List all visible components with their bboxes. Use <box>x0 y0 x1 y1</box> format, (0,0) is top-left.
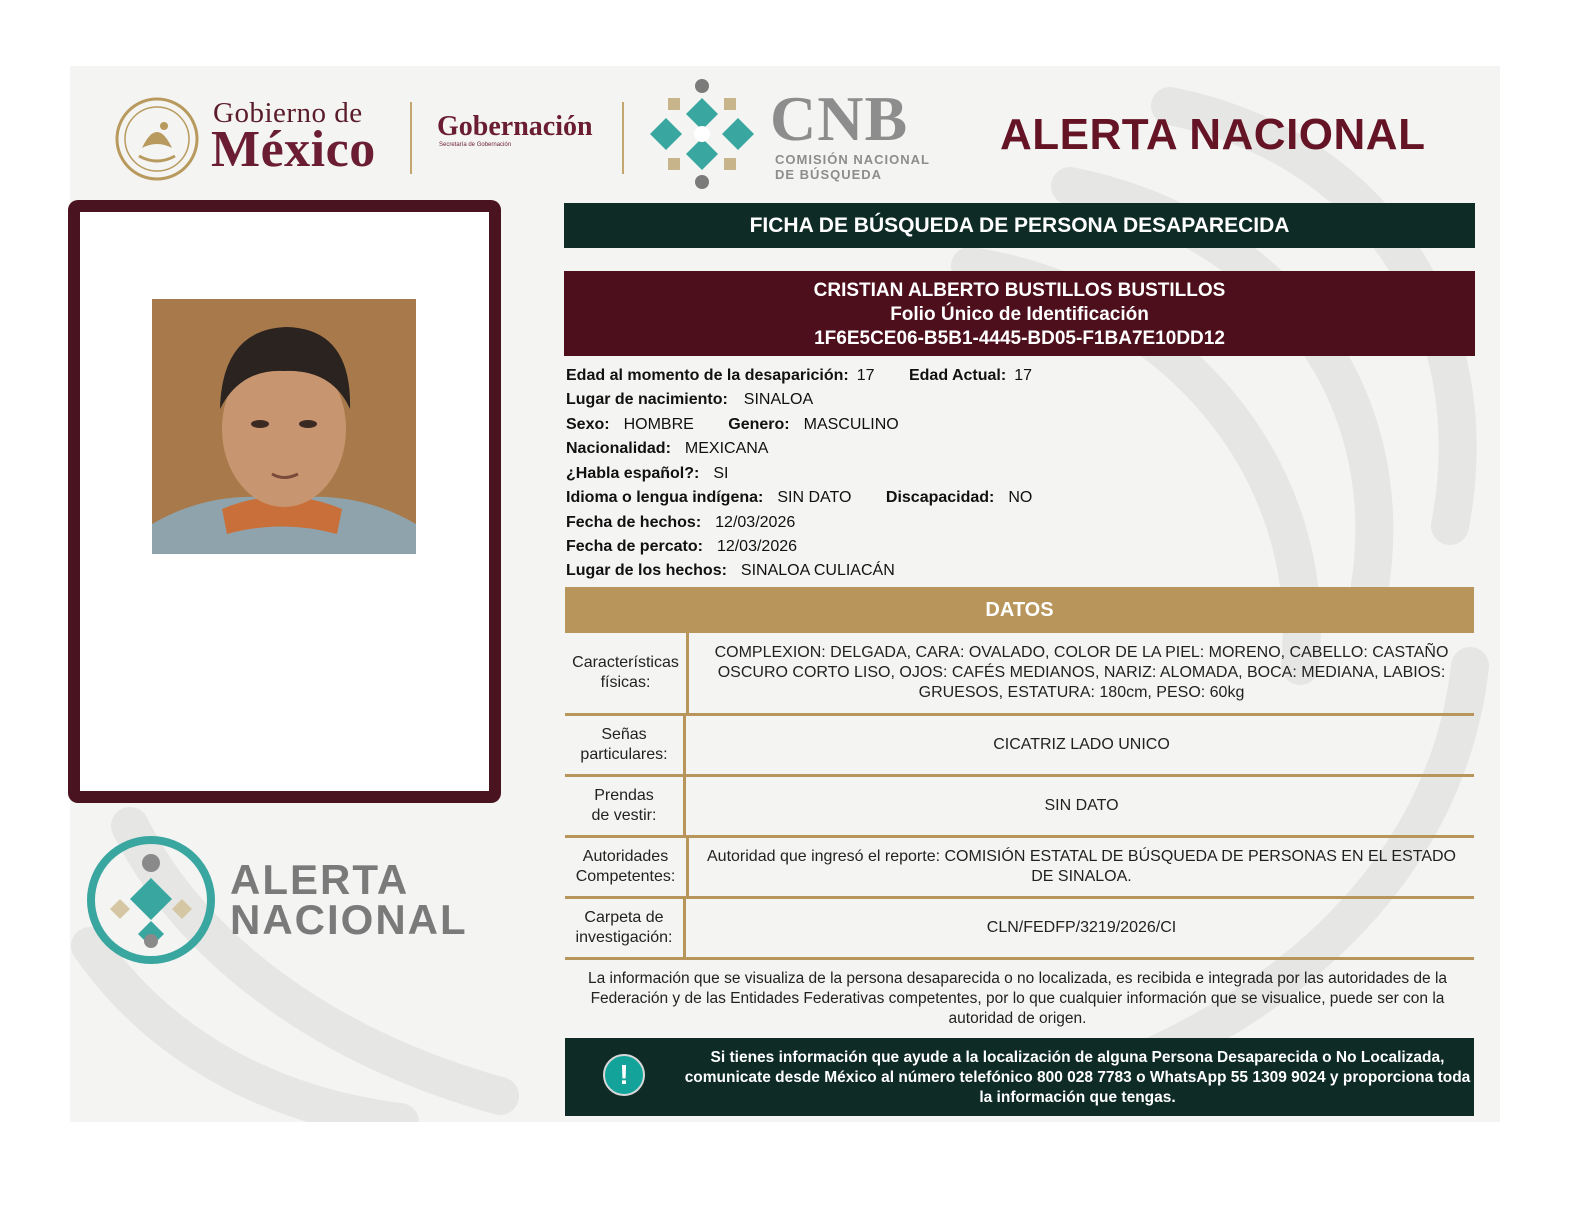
exclamation-icon: ! <box>603 1054 645 1096</box>
info-row-sexo <box>566 416 899 434</box>
mexico-seal-icon <box>114 96 200 182</box>
lugar-hechos-label: Lugar de los hechos: <box>566 562 727 579</box>
sexo-value: HOMBRE <box>623 416 694 433</box>
edad-desaparicion-label: Edad al momento de la desaparición: <box>566 367 849 384</box>
datos-row-value: CLN/FEDFP/3219/2026/CI <box>986 919 1177 936</box>
info-row-habla <box>566 465 728 483</box>
nacionalidad-label: Nacionalidad: <box>566 440 671 457</box>
ficha-title-bar: FICHA DE BÚSQUEDA DE PERSONA DESAPARECIDA <box>564 203 1475 248</box>
datos-row <box>565 899 1474 960</box>
datos-row <box>565 777 1474 838</box>
person-name: CRISTIAN ALBERTO BUSTILLOS BUSTILLOS <box>813 280 1226 301</box>
cnb-subtitle-line1: COMISIÓN NACIONAL <box>775 152 930 167</box>
alerta-nacional-wordmark <box>230 856 468 943</box>
datos-row-label: Carpeta de investigación: <box>565 899 686 957</box>
info-row-fecha-hechos <box>566 514 795 532</box>
datos-row-label: Autoridades Competentes: <box>565 838 689 896</box>
idioma-label: Idioma o lengua indígena: <box>566 489 764 506</box>
header-separator <box>410 102 412 174</box>
gobierno-de-text: Gobierno de <box>213 97 363 129</box>
datos-row <box>565 633 1474 716</box>
genero-label: Genero: <box>728 416 790 433</box>
datos-row-label: Señas particulares: <box>565 716 686 774</box>
datos-row-value: CICATRIZ LADO UNICO <box>993 736 1170 753</box>
datos-row-value: Autoridad que ingresó el reporte: COMISIÓN ESTATAL DE BÚSQUEDA DE PERSONAS EN EL ESTADO DE SINALOA. <box>707 848 1456 885</box>
info-row-nacionalidad <box>566 440 768 458</box>
datos-header: DATOS <box>565 587 1474 633</box>
person-name-box <box>564 271 1475 356</box>
alerta-wordmark-line2: NACIONAL <box>230 896 468 943</box>
alerta-nacional-title: ALERTA NACIONAL <box>1000 110 1426 159</box>
folio-number: 1F6E5CE06-B5B1-4445-BD05-F1BA7E10DD12 <box>814 328 1225 349</box>
discapacidad-label: Discapacidad: <box>885 489 995 506</box>
cnb-wordmark: CNB <box>770 83 909 154</box>
nacionalidad-value: MEXICANA <box>684 440 769 457</box>
lugar-nacimiento-label: Lugar de nacimiento: <box>566 391 728 408</box>
cnb-subtitle <box>775 152 930 182</box>
datos-row-value: SIN DATO <box>1044 797 1119 814</box>
datos-row-value: COMPLEXION: DELGADA, CARA: OVALADO, COLOR DE LA PIEL: MORENO, CABELLO: CASTAÑO OSCURO CORTO LISO, OJOS: CAFÉS MEDIANOS, NARIZ: ALOMADA, BOCA: MEDIANA, LABIOS: GRUESOS, ESTATURA: 180cm, PESO: 60kg <box>714 644 1449 701</box>
datos-row <box>565 838 1474 899</box>
datos-row <box>565 716 1474 777</box>
cnb-logo-icon <box>646 78 758 190</box>
idioma-value: SIN DATO <box>777 489 852 506</box>
alerta-nacional-logo-icon <box>84 833 218 967</box>
genero-value: MASCULINO <box>803 416 899 433</box>
header-separator <box>622 102 624 174</box>
datos-row-label: Características físicas: <box>565 633 689 713</box>
edad-actual-value: 17 <box>1014 367 1032 384</box>
sexo-label: Sexo: <box>566 416 610 433</box>
contact-text: Si tienes información que ayude a la localización de alguna Persona Desaparecida o No Localizada, comunicate desde México al número telefónico 800 028 7783 o WhatsApp 55 1309 9024 y proporciona toda la información que tengas. <box>684 1049 1471 1106</box>
fecha-hechos-value: 12/03/2026 <box>715 514 796 531</box>
folio-label: Folio Único de Identificación <box>890 304 1149 325</box>
lugar-nacimiento-value: SINALOA <box>743 391 814 408</box>
gobernacion-subtitle: Secretaría de Gobernación <box>439 142 512 148</box>
habla-value: SI <box>713 465 729 482</box>
lugar-hechos-value: SINALOA CULIACÁN <box>740 562 895 579</box>
edad-desaparicion-value: 17 <box>856 367 875 384</box>
gobernacion-text: Gobernación <box>437 111 593 142</box>
info-row-lugar-hechos <box>566 562 895 580</box>
info-row-lugar-nacimiento <box>566 391 813 409</box>
fecha-hechos-label: Fecha de hechos: <box>566 514 702 531</box>
discapacidad-value: NO <box>1008 489 1033 506</box>
person-photo <box>152 299 416 554</box>
datos-row-label: Prendas de vestir: <box>565 777 686 835</box>
info-row-fecha-percato <box>566 538 797 556</box>
fecha-percato-label: Fecha de percato: <box>566 538 703 555</box>
fecha-percato-value: 12/03/2026 <box>716 538 798 555</box>
disclaimer-text: La información que se visualiza de la persona desaparecida o no localizada, es recibida e integrada por las autoridades de la Federación y de las Entidades Federativas competentes, por lo que cualquier información que se visualice, puede ser con la autoridad de origen. <box>587 970 1448 1027</box>
edad-actual-label: Edad Actual: <box>908 367 1007 384</box>
info-row-idioma <box>566 489 1032 507</box>
alerta-wordmark-line1: ALERTA <box>230 856 410 903</box>
habla-label: ¿Habla español?: <box>566 465 700 482</box>
info-row-edad <box>566 367 1032 385</box>
mexico-text: México <box>211 121 376 178</box>
cnb-subtitle-line2: DE BÚSQUEDA <box>775 167 883 182</box>
